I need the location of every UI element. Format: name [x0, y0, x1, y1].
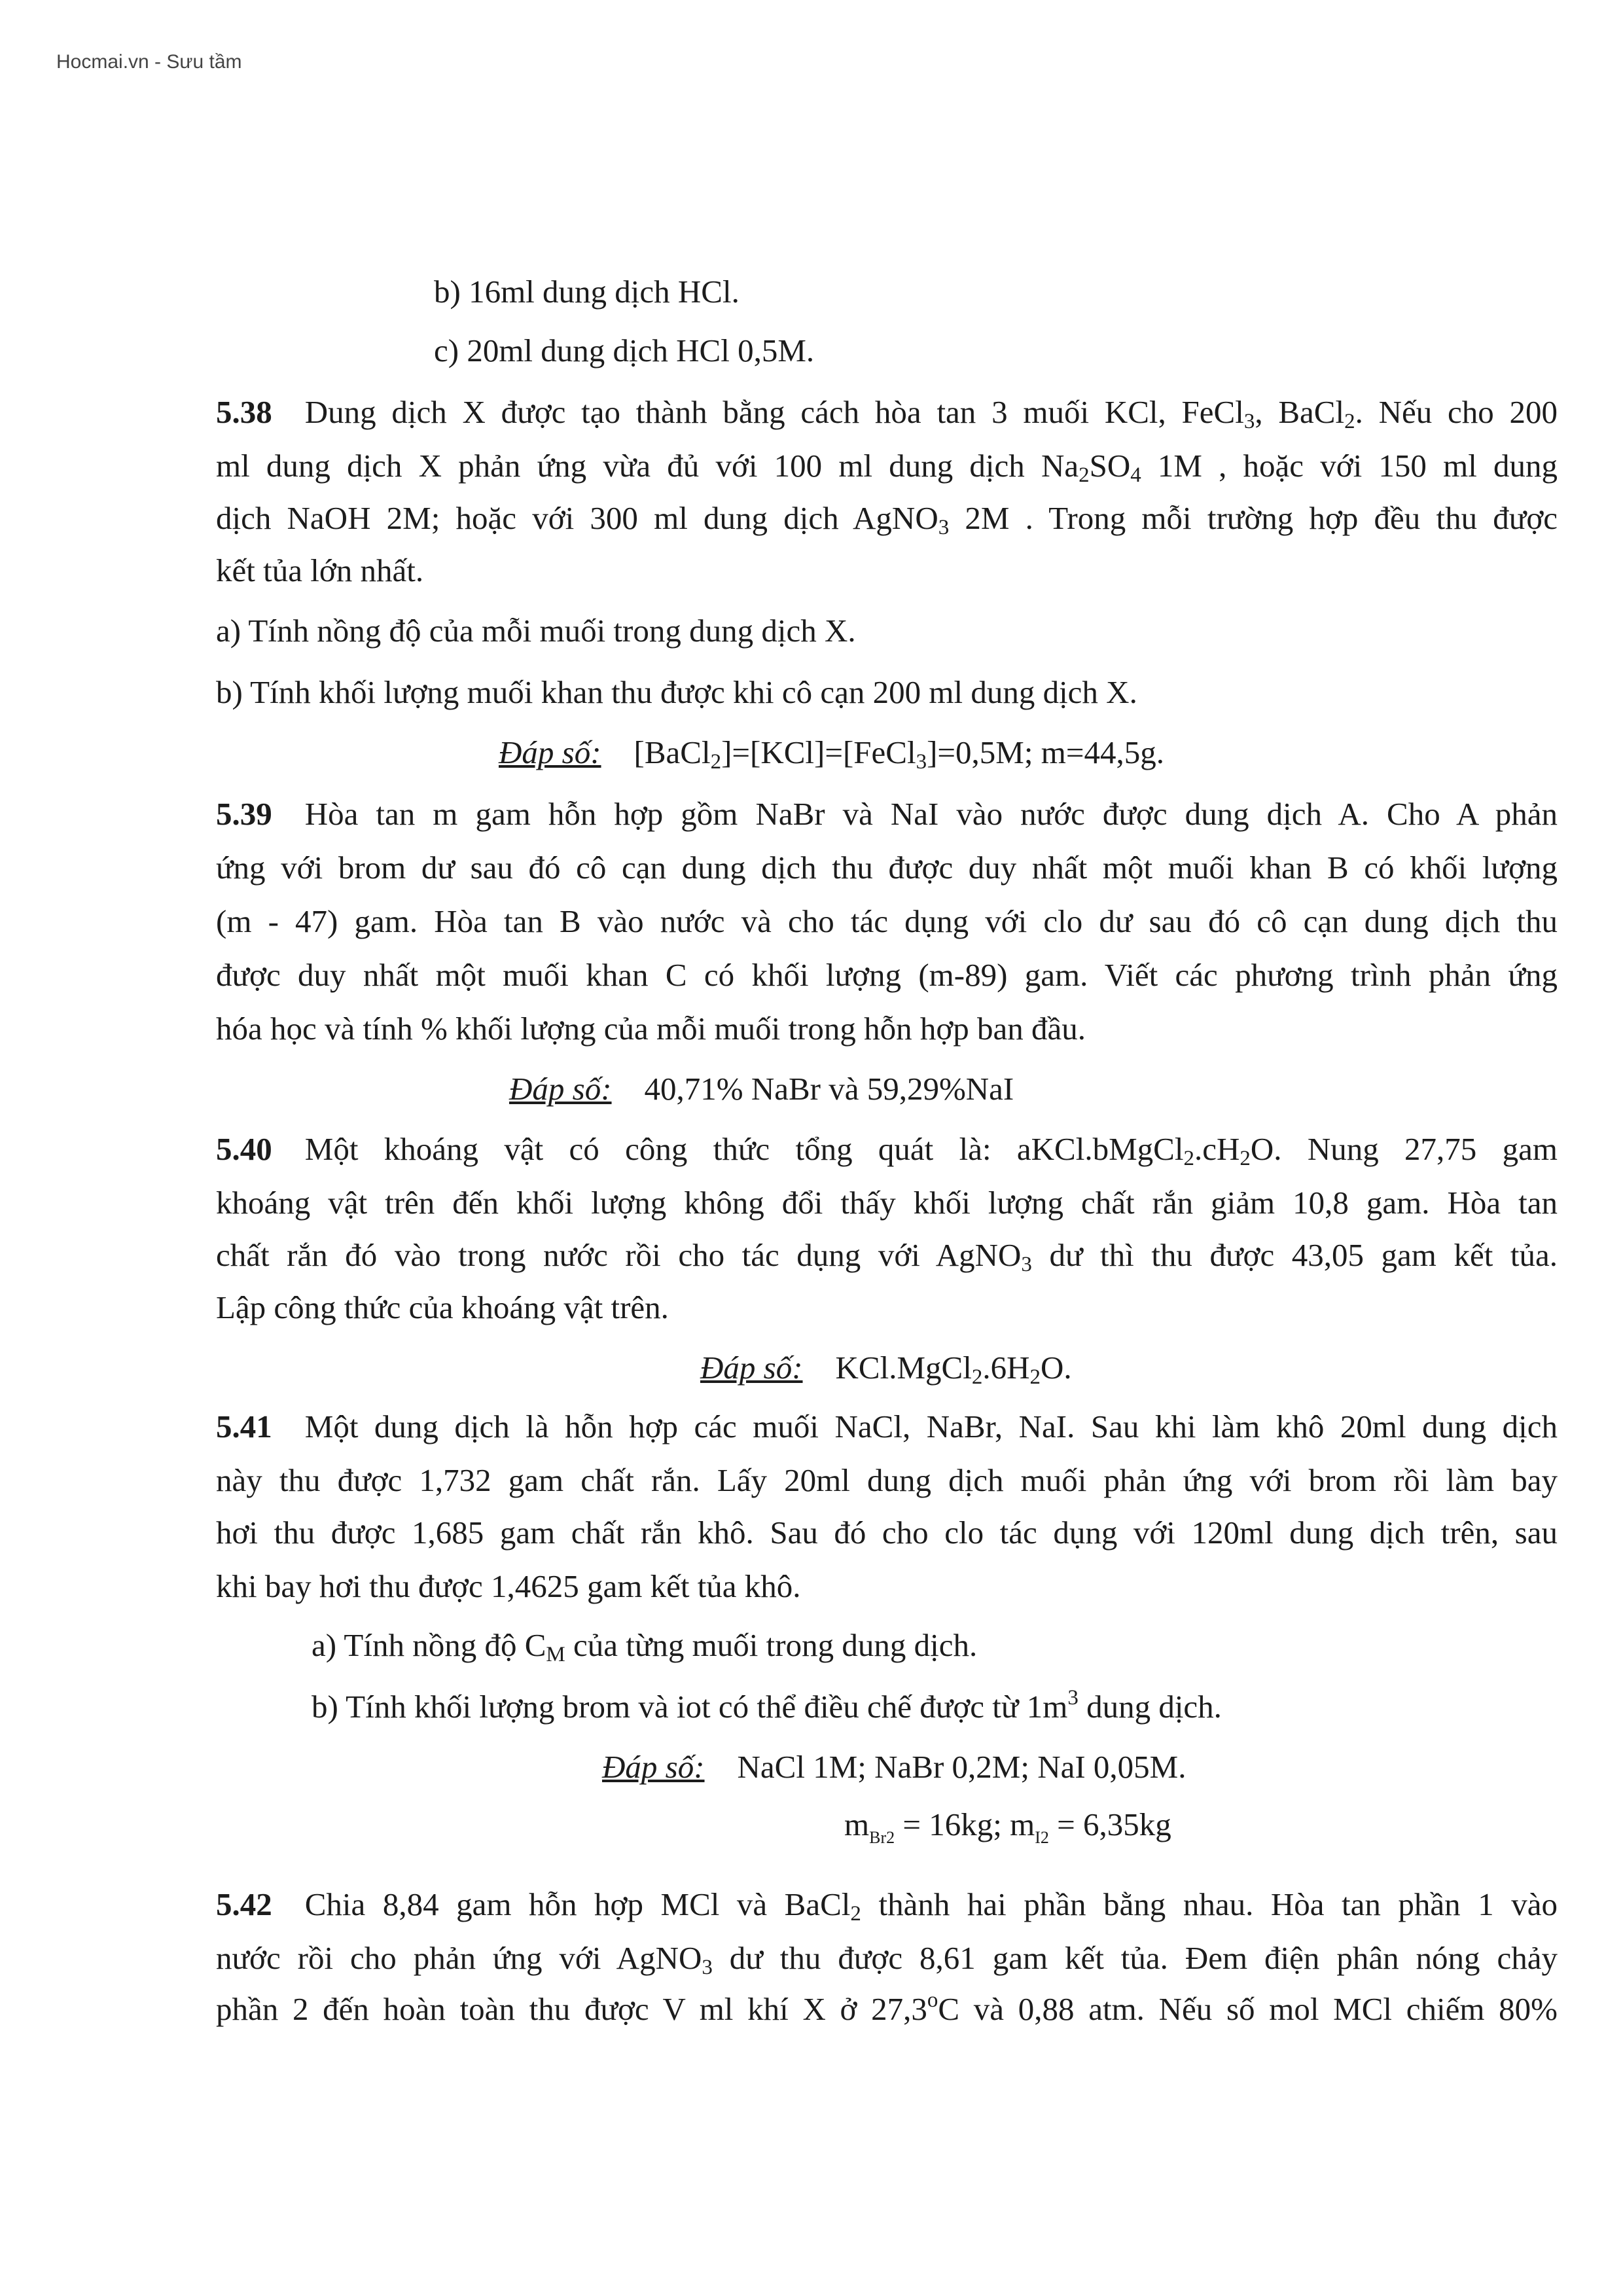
ex-5-38-line-1: 5.38 Dung dịch X được tạo thành bằng cách hòa tan 3 muối KCl, FeCl$_3$, BaCl$_2$. Nếu cho 200	[216, 394, 1558, 433]
ex-5-39-line-4: được duy nhất một muối khan C có khối lượng (m-89) gam. Viết các phương trình phản ứng	[216, 957, 1558, 993]
ex-5-40-line-4: Lập công thức của khoáng vật trên.	[216, 1289, 669, 1325]
ex-5-41-number: 5.41	[216, 1408, 272, 1444]
ex-5-38-line-3: dịch NaOH 2M; hoặc với 300 ml dung dịch AgNO$_3$ 2M . Trong mỗi trường hợp đều thu được	[216, 500, 1558, 539]
ex-5-42-line-3: phần 2 đến hoàn toàn thu được V ml khí X ở 27,3$^o$C và 0,88 atm. Nếu số mol MCl chiếm 80%	[216, 1988, 1558, 2027]
ex-5-42-line-2: nước rồi cho phản ứng với AgNO$_3$ dư thu được 8,61 gam kết tủa. Đem điện phân nóng chảy	[216, 1940, 1558, 1979]
ex-5-40-answer: Đáp số: $KCl.MgCl_2.6H_2O$.	[700, 1350, 1072, 1389]
answer-label: Đáp số:	[499, 734, 601, 770]
ex-5-42-line-1: 5.42 Chia 8,84 gam hỗn hợp MCl và BaCl$_2$ thành hai phần bằng nhau. Hòa tan phần 1 vào	[216, 1886, 1558, 1926]
ex-5-42-number: 5.42	[216, 1886, 272, 1922]
ex-5-39-line-1: 5.39 Hòa tan m gam hỗn hợp gồm NaBr và NaI vào nước được dung dịch A. Cho A phản	[216, 796, 1558, 832]
answer-label: Đáp số:	[700, 1350, 803, 1386]
ex-5-38-number: 5.38	[216, 394, 272, 430]
ex-5-41-answer: Đáp số: NaCl 1M; NaBr 0,2M; NaI 0,05M.	[602, 1749, 1186, 1785]
ex-5-38-question-a: a) Tính nồng độ của mỗi muối trong dung dịch X.	[216, 613, 856, 649]
ex-5-41-line-2: này thu được 1,732 gam chất rắn. Lấy 20ml dung dịch muối phản ứng với brom rồi làm bay	[216, 1462, 1558, 1498]
answer-label: Đáp số:	[602, 1749, 705, 1785]
ex-5-40-line-3: chất rắn đó vào trong nước rồi cho tác dụng với AgNO$_3$ dư thì thu được 43,05 gam kết tủa.	[216, 1237, 1558, 1276]
ex-5-38-question-b: b) Tính khối lượng muối khan thu được khi cô cạn 200 ml dung dịch X.	[216, 674, 1137, 710]
ex-5-40-number: 5.40	[216, 1131, 272, 1167]
ex-5-38-answer: Đáp số: [BaCl$_2$]=[KCl]=[FeCl$_3$]=0,5M; m=44,5g.	[499, 734, 1164, 774]
prev-answer-b: b) 16ml dung dịch HCl.	[434, 274, 740, 310]
ex-5-38-line-4: kết tủa lớn nhất.	[216, 552, 424, 588]
answer-label: Đáp số:	[509, 1071, 612, 1107]
prev-answer-c: c) 20ml dung dịch HCl 0,5M.	[434, 332, 815, 368]
ex-5-41-line-4: khi bay hơi thu được 1,4625 gam kết tủa khô.	[216, 1568, 801, 1604]
ex-5-41-answer-masses: $m_{Br2} = 16kg$; $m_{I2} = 6,35kg$	[844, 1806, 1171, 1847]
ex-5-39-line-2: ứng với brom dư sau đó cô cạn dung dịch thu được duy nhất một muối khan B có khối lượng	[216, 850, 1558, 886]
ex-5-40-line-2: khoáng vật trên đến khối lượng không đổi thấy khối lượng chất rắn giảm 10,8 gam. Hòa tan	[216, 1185, 1558, 1221]
ex-5-38-line-2: ml dung dịch X phản ứng vừa đủ với 100 ml dung dịch $Na_2SO_4$ 1M , hoặc với 150 ml dung	[216, 448, 1558, 487]
ex-5-39-line-5: hóa học và tính % khối lượng của mỗi muối trong hỗn hợp ban đầu.	[216, 1011, 1086, 1047]
ex-5-41-question-a: a) Tính nồng độ $C_M$ của từng muối trong dung dịch.	[312, 1627, 978, 1666]
ex-5-41-line-3: hơi thu được 1,685 gam chất rắn khô. Sau đó cho clo tác dụng với 120ml dung dịch trên, sau	[216, 1515, 1558, 1551]
ex-5-41-line-1: 5.41 Một dung dịch là hỗn hợp các muối NaCl, NaBr, NaI. Sau khi làm khô 20ml dung dịch	[216, 1408, 1558, 1444]
ex-5-40-line-1: 5.40 Một khoáng vật có công thức tổng quát là: $aKCl.bMgCl_2.cH_2O$. Nung 27,75 gam	[216, 1131, 1558, 1170]
ex-5-39-answer: Đáp số: 40,71% NaBr và 59,29%NaI	[509, 1071, 1014, 1107]
ex-5-39-line-3: (m - 47) gam. Hòa tan B vào nước và cho tác dụng với clo dư sau đó cô cạn dung dịch thu	[216, 903, 1558, 939]
page-header-source: Hocmai.vn - Sưu tầm	[56, 51, 242, 73]
ex-5-39-number: 5.39	[216, 796, 272, 832]
ex-5-41-question-b: b) Tính khối lượng brom và iot có thể điều chế được từ $1m^3$ dung dịch.	[312, 1686, 1222, 1725]
